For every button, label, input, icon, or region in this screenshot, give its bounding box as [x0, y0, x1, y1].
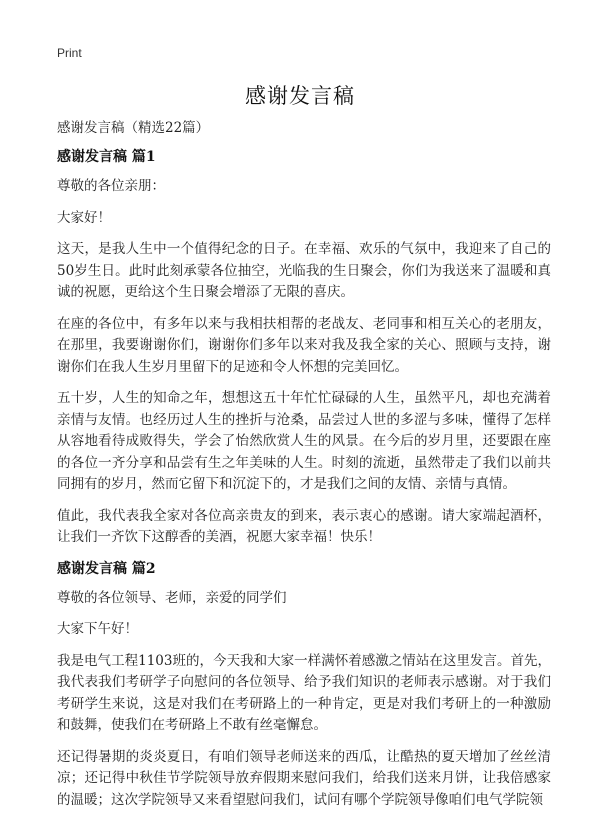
print-link[interactable]: Print: [57, 46, 82, 60]
salutation: 尊敬的各位亲朋：: [57, 178, 165, 194]
paragraph: 这天，是我人生中一个值得纪念的日子。在幸福、欢乐的气氛中，我迎来了自己的50岁生日。此时此刻承蒙各位抽空，光临我的生日聚会，你们为我送来了温暖和真诚的祝愿，更给这个生日聚会增添了无限的喜庆。: [57, 241, 551, 300]
document-body: [57, 118, 551, 821]
greeting: 大家下午好！: [57, 621, 138, 637]
paragraph: 还记得暑期的炎炎夏日，有咱们领导老师送来的西瓜，让酷热的夏天增加了丝丝清凉；还记得中秋佳节学院领导放弃假期来慰问我们，给我们送来月饼，让我倍感家的温暖；这次学院领导又来看望慰问我们，试问有哪个学院领导像咱们电气学院领: [57, 748, 551, 808]
paragraph: 我是电气工程1103班的，今天我和大家一样满怀着感激之情站在这里发言。首先，我代表我们考研学子向慰问的各位领导、给予我们知识的老师表示感谢。对于我们考研学生来说，这是对我们在考研路上的一种肯定，更是对我们考研上的一种激励和鼓舞，使我们在考研路上不敢有丝毫懈怠。: [57, 652, 551, 733]
page-title: 感谢发言稿: [245, 84, 355, 108]
section-heading: 感谢发言稿 篇1: [57, 149, 156, 165]
paragraph: 值此，我代表我全家对各位高亲贵友的到来，表示衷心的感谢。请大家端起酒杯，让我们一齐饮下这醇香的美酒，祝愿大家幸福！快乐！: [57, 507, 551, 545]
document-subtitle: 感谢发言稿（精选22篇）: [57, 120, 210, 136]
greeting: 大家好！: [57, 209, 111, 226]
salutation: 尊敬的各位领导、老师，亲爱的同学们: [57, 589, 287, 606]
paragraph: 在座的各位中，有多年以来与我相扶相帮的老战友、老同事和相互关心的老朋友，在那里，我要谢谢你们，谢谢你们多年以来对我及我全家的关心、照顾与支持，谢谢你们在我人生岁月里留下的足迹和令人怀想的完美回忆。: [57, 315, 551, 375]
section-heading: 感谢发言稿 篇2: [57, 560, 156, 577]
section-2: [57, 559, 551, 812]
section-1: [57, 147, 551, 549]
paragraph: 五十岁，人生的知命之年，想想这五十年忙忙碌碌的人生，虽然平凡，却也充满着亲情与友情。也经历过人生的挫折与沧桑，品尝过人世的多涩与多味，懂得了怎样从容地看待成败得失，学会了怡然欣赏人生的风景。在今后的岁月里，还要跟在座的各位一齐分享和品尝有生之年美味的人生。时刻的流逝，虽然带走了我们以前共同拥有的岁月，然而它留下和沉淀下的，才是我们之间的友情、亲情与真情。: [57, 390, 551, 492]
